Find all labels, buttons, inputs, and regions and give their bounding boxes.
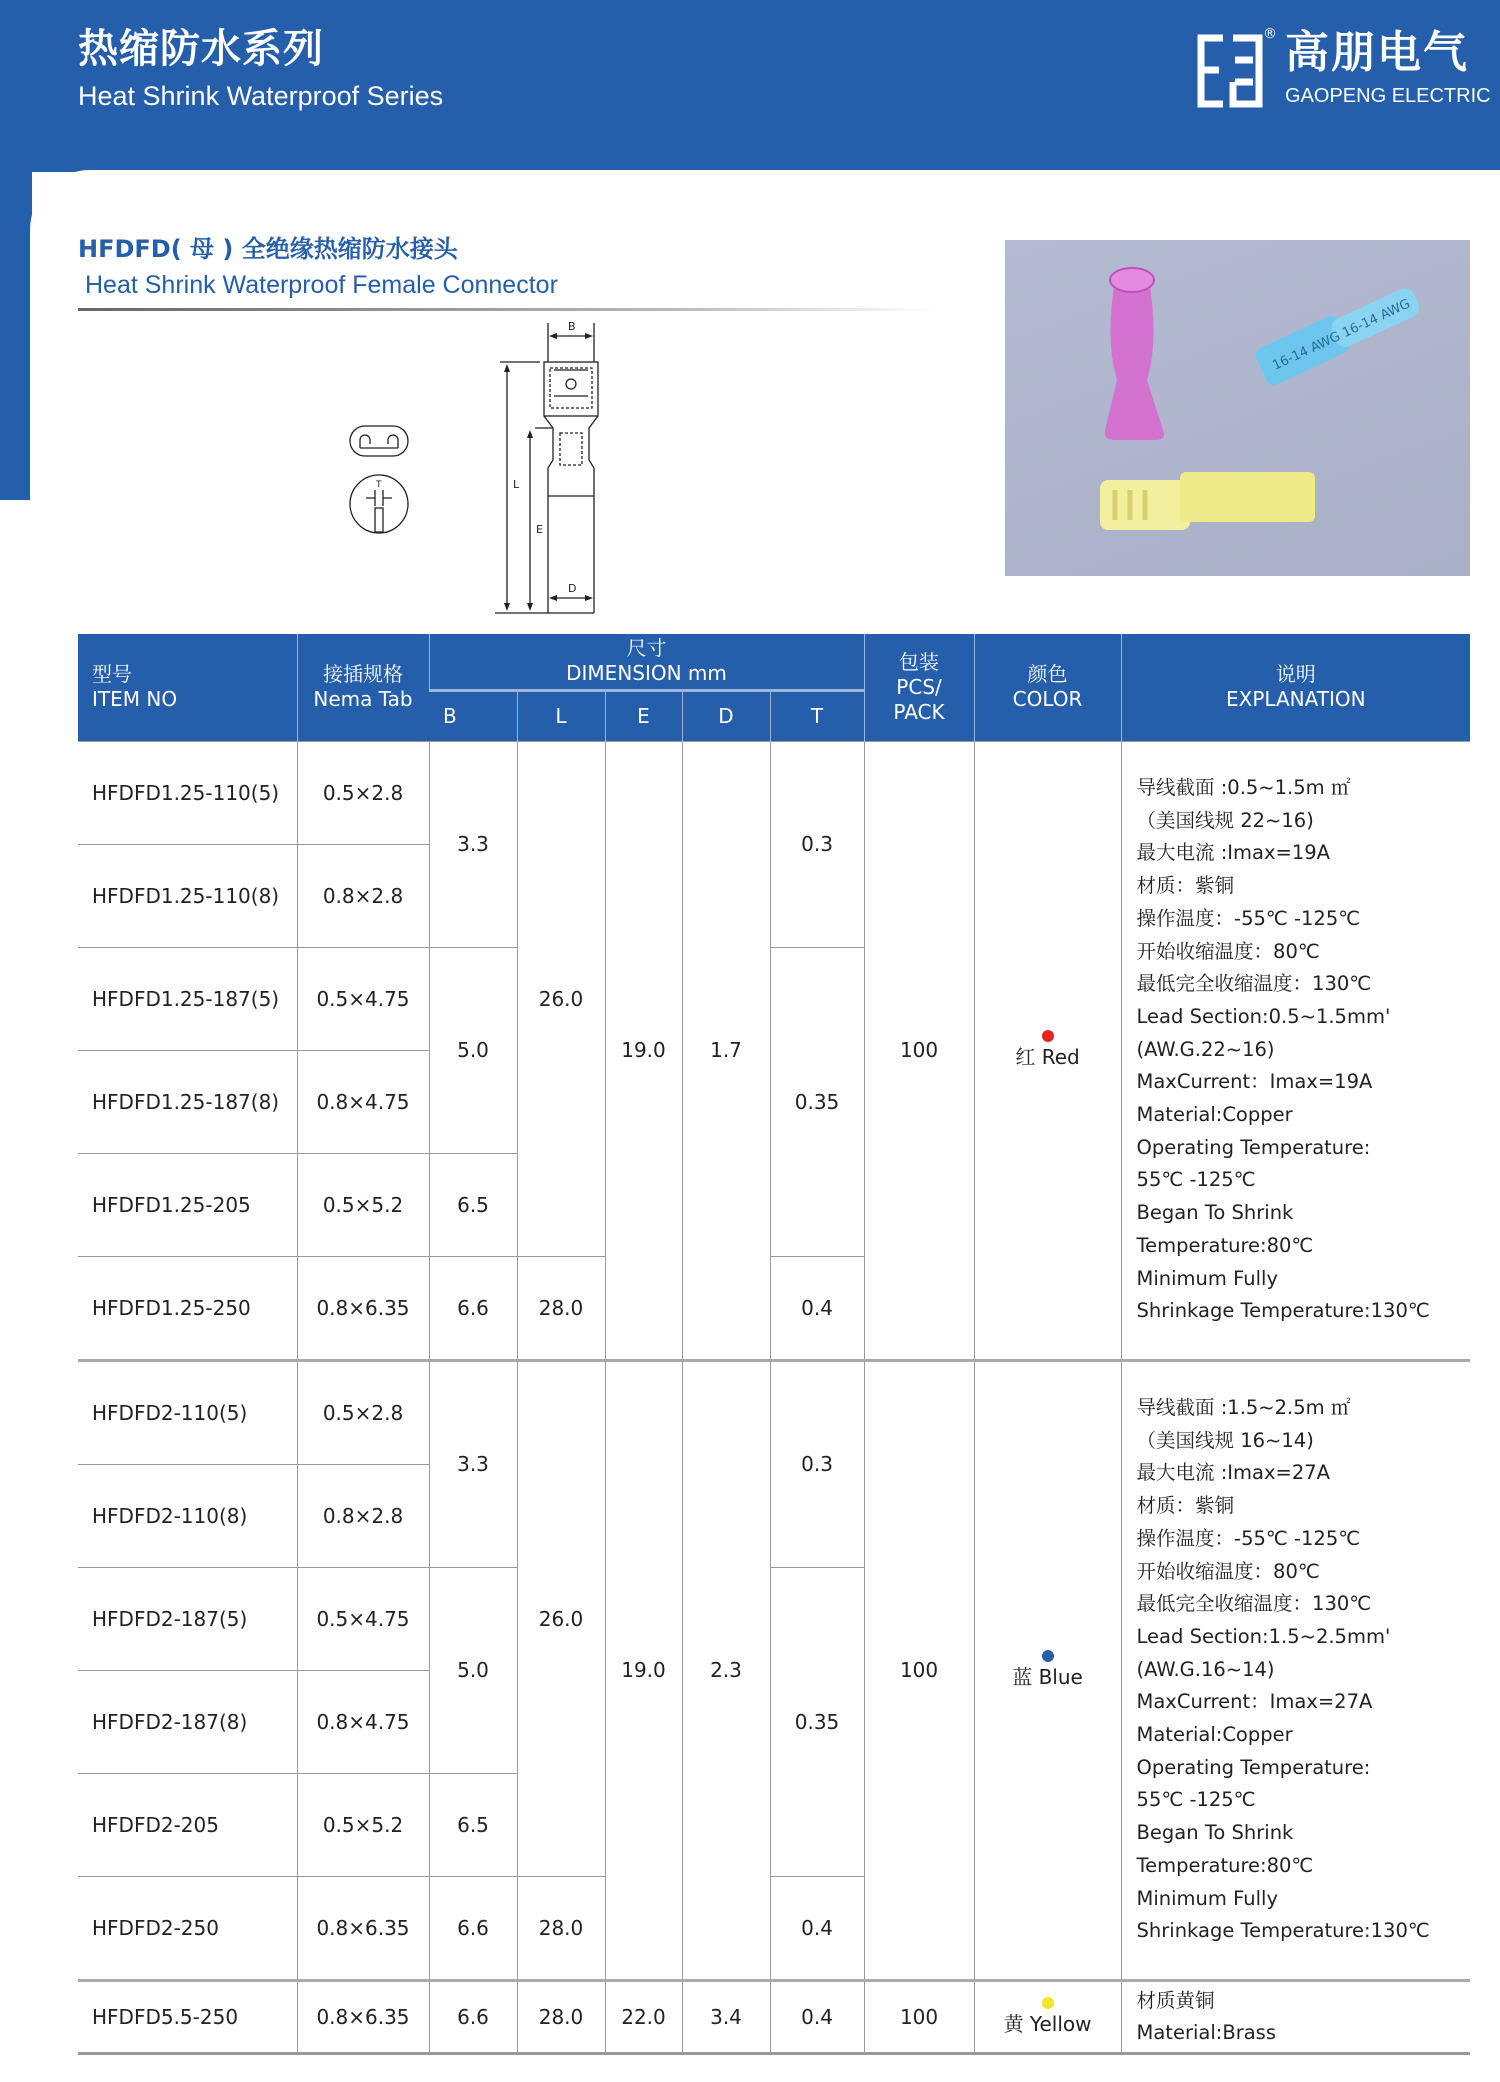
series-title-cn: 热缩防水系列 bbox=[78, 26, 324, 72]
explanation-line: Operating Temperature: bbox=[1136, 1755, 1371, 1779]
explanation-line: Minimum Fully bbox=[1136, 1266, 1278, 1290]
nema-tab: 0.5×5.2 bbox=[297, 1773, 429, 1876]
item-no: HFDFD1.25-187(5) bbox=[78, 947, 297, 1050]
dim-d: 1.7 bbox=[682, 741, 770, 1360]
header-dim-e: E bbox=[605, 690, 682, 741]
item-no: HFDFD1.25-110(5) bbox=[78, 741, 297, 844]
dim-e: 22.0 bbox=[605, 1980, 682, 2053]
explanation-line: Lead Section:1.5~2.5mm' bbox=[1136, 1624, 1391, 1648]
explanation-line: 材质：紫铜 bbox=[1136, 874, 1235, 898]
dim-label-b: B bbox=[568, 320, 576, 333]
explanation-line: Temperature:80℃ bbox=[1136, 1853, 1314, 1877]
dim-t: 0.3 bbox=[770, 1360, 864, 1567]
header-pack: 包装 PCS/ PACK bbox=[864, 634, 974, 741]
dim-b: 6.5 bbox=[429, 1153, 517, 1256]
nema-tab: 0.8×6.35 bbox=[297, 1980, 429, 2053]
item-no: HFDFD2-250 bbox=[78, 1876, 297, 1980]
registered-mark: ® bbox=[1263, 26, 1277, 42]
item-no: HFDFD1.25-110(8) bbox=[78, 844, 297, 947]
explanation-line: Lead Section:0.5~1.5mm' bbox=[1136, 1004, 1391, 1028]
dim-t: 0.4 bbox=[770, 1980, 864, 2053]
explanation-line: 材质：紫铜 bbox=[1136, 1494, 1235, 1518]
product-photo bbox=[1005, 240, 1470, 576]
nema-tab: 0.8×6.35 bbox=[297, 1876, 429, 1980]
header-dim-b: B bbox=[429, 690, 517, 741]
explanation-line: 操作温度：-55℃ -125℃ bbox=[1136, 1526, 1361, 1550]
explanation-line: 操作温度：-55℃ -125℃ bbox=[1136, 906, 1361, 930]
photo-print: 16-14 AWG 16-14 AWG bbox=[1270, 296, 1413, 374]
color-cell bbox=[974, 1360, 1121, 1980]
dim-t: 0.3 bbox=[770, 741, 864, 947]
color-cell bbox=[974, 1980, 1121, 2053]
technical-drawing bbox=[340, 318, 630, 618]
yellow-connector bbox=[1100, 472, 1315, 530]
explanation-line: Began To Shrink bbox=[1136, 1821, 1294, 1845]
dim-e: 19.0 bbox=[605, 1360, 682, 1980]
header-dim-d: D bbox=[682, 690, 770, 741]
header-dimension: 尺寸 DIMENSION mm bbox=[429, 634, 864, 690]
explanation-line: 导线截面 :1.5~2.5m ㎡ bbox=[1136, 1396, 1351, 1420]
item-no: HFDFD2-187(5) bbox=[78, 1567, 297, 1670]
explanation-line: MaxCurrent：Imax=27A bbox=[1136, 1690, 1373, 1714]
explanation-line: 55℃ -125℃ bbox=[1136, 1788, 1256, 1812]
blue-connector bbox=[1253, 280, 1424, 388]
dim-d: 2.3 bbox=[682, 1360, 770, 1980]
product-title-en: Heat Shrink Waterproof Female Connector bbox=[85, 271, 558, 299]
nema-tab: 0.5×5.2 bbox=[297, 1153, 429, 1256]
header-dim-l: L bbox=[517, 690, 605, 741]
nema-tab: 0.8×6.35 bbox=[297, 1256, 429, 1360]
explanation-cell bbox=[1121, 1360, 1470, 1980]
table-row bbox=[78, 1360, 1470, 1464]
explanation-line: 最大电流 :Imax=19A bbox=[1136, 841, 1331, 865]
color-label: 黄 Yellow bbox=[1003, 2011, 1092, 2036]
color-dot-icon bbox=[1042, 1650, 1054, 1662]
explanation-cell bbox=[1121, 741, 1470, 1360]
nema-tab: 0.5×4.75 bbox=[297, 947, 429, 1050]
explanation-line: 55℃ -125℃ bbox=[1136, 1168, 1256, 1192]
item-no: HFDFD5.5-250 bbox=[78, 1980, 297, 2053]
explanation-line: （美国线规 22~16) bbox=[1136, 808, 1314, 832]
dim-e: 19.0 bbox=[605, 741, 682, 1360]
dim-b: 6.5 bbox=[429, 1773, 517, 1876]
explanation-line: MaxCurrent：Imax=19A bbox=[1136, 1070, 1373, 1094]
dim-l: 28.0 bbox=[517, 1256, 605, 1360]
dim-b: 5.0 bbox=[429, 947, 517, 1153]
table-row bbox=[78, 1980, 1470, 2053]
color-label: 蓝 Blue bbox=[1012, 1665, 1083, 1689]
color-label: 红 Red bbox=[1015, 1045, 1080, 1069]
pack-qty: 100 bbox=[864, 1360, 974, 1980]
series-title-en: Heat Shrink Waterproof Series bbox=[78, 81, 444, 111]
dim-b: 6.6 bbox=[429, 1980, 517, 2053]
item-no: HFDFD1.25-205 bbox=[78, 1153, 297, 1256]
explanation-line: 最大电流 :Imax=27A bbox=[1136, 1461, 1331, 1485]
explanation-line: Shrinkage Temperature:130℃ bbox=[1136, 1299, 1430, 1323]
explanation-line: Temperature:80℃ bbox=[1136, 1233, 1314, 1257]
header-item-no: 型号 ITEM NO bbox=[78, 634, 297, 741]
nema-tab: 0.5×2.8 bbox=[297, 1360, 429, 1464]
explanation-line: 材质黄铜 bbox=[1136, 1988, 1215, 2012]
title-divider bbox=[78, 308, 938, 311]
nema-tab: 0.8×4.75 bbox=[297, 1050, 429, 1153]
brand-name-en: GAOPENG ELECTRIC bbox=[1285, 85, 1491, 107]
pack-qty: 100 bbox=[864, 1980, 974, 2053]
header-dim-t: T bbox=[770, 690, 864, 741]
explanation-line: 开始收缩温度：80℃ bbox=[1136, 1559, 1320, 1583]
explanation-line: (AW.G.16~14) bbox=[1136, 1657, 1275, 1681]
color-dot-icon bbox=[1042, 1997, 1054, 2009]
dim-label-d: D bbox=[568, 582, 577, 595]
side-strip bbox=[0, 170, 32, 500]
explanation-line: Began To Shrink bbox=[1136, 1201, 1294, 1225]
item-no: HFDFD2-187(8) bbox=[78, 1670, 297, 1773]
brand-name-cn: 高朋电气 bbox=[1285, 27, 1469, 78]
explanation-line: Operating Temperature: bbox=[1136, 1135, 1371, 1159]
explanation-line: （美国线规 16~14) bbox=[1136, 1428, 1314, 1452]
dim-b: 6.6 bbox=[429, 1256, 517, 1360]
pack-qty: 100 bbox=[864, 741, 974, 1360]
pink-connector bbox=[1105, 268, 1164, 440]
item-no: HFDFD2-110(8) bbox=[78, 1464, 297, 1567]
dim-label-e: E bbox=[536, 523, 543, 536]
item-no: HFDFD2-205 bbox=[78, 1773, 297, 1876]
explanation-line: Shrinkage Temperature:130℃ bbox=[1136, 1919, 1430, 1943]
explanation-line: Material:Copper bbox=[1136, 1723, 1293, 1747]
explanation-line: 最低完全收缩温度：130℃ bbox=[1136, 1592, 1372, 1616]
item-no: HFDFD1.25-187(8) bbox=[78, 1050, 297, 1153]
dim-l: 28.0 bbox=[517, 1876, 605, 1980]
explanation-cell bbox=[1121, 1980, 1470, 2053]
explanation-line: Material:Copper bbox=[1136, 1103, 1293, 1127]
explanation-line: (AW.G.22~16) bbox=[1136, 1037, 1275, 1061]
dim-label-l: L bbox=[513, 478, 520, 491]
dim-t: 0.35 bbox=[770, 1567, 864, 1876]
explanation-line: Material:Brass bbox=[1136, 2020, 1276, 2044]
dim-b: 3.3 bbox=[429, 741, 517, 947]
dim-t: 0.35 bbox=[770, 947, 864, 1256]
explanation-line: 开始收缩温度：80℃ bbox=[1136, 939, 1320, 963]
header-color: 颜色 COLOR bbox=[974, 634, 1121, 741]
dim-l: 26.0 bbox=[517, 741, 605, 1256]
color-dot-icon bbox=[1042, 1030, 1054, 1042]
dim-b: 5.0 bbox=[429, 1567, 517, 1773]
explanation-line: 最低完全收缩温度：130℃ bbox=[1136, 972, 1372, 996]
spec-table bbox=[78, 634, 1470, 2055]
nema-tab: 0.8×2.8 bbox=[297, 1464, 429, 1567]
nema-tab: 0.8×4.75 bbox=[297, 1670, 429, 1773]
nema-tab: 0.8×2.8 bbox=[297, 844, 429, 947]
explanation-line: Minimum Fully bbox=[1136, 1886, 1278, 1910]
brand-logo-icon bbox=[1195, 32, 1265, 110]
nema-tab: 0.5×4.75 bbox=[297, 1567, 429, 1670]
table-row bbox=[78, 741, 1470, 844]
dim-t: 0.4 bbox=[770, 1256, 864, 1360]
dim-l: 28.0 bbox=[517, 1980, 605, 2053]
product-title-cn: HFDFD( 母 ) 全绝缘热缩防水接头 bbox=[78, 235, 458, 263]
header-explanation: 说明 EXPLANATION bbox=[1121, 634, 1470, 741]
item-no: HFDFD2-110(5) bbox=[78, 1360, 297, 1464]
dim-b: 6.6 bbox=[429, 1876, 517, 1980]
nema-tab: 0.5×2.8 bbox=[297, 741, 429, 844]
dim-b: 3.3 bbox=[429, 1360, 517, 1567]
dim-l: 26.0 bbox=[517, 1360, 605, 1876]
item-no: HFDFD1.25-250 bbox=[78, 1256, 297, 1360]
dim-t: 0.4 bbox=[770, 1876, 864, 1980]
dim-d: 3.4 bbox=[682, 1980, 770, 2053]
explanation-line: 导线截面 :0.5~1.5m ㎡ bbox=[1136, 776, 1351, 800]
color-cell bbox=[974, 741, 1121, 1360]
dim-label-t: T bbox=[376, 480, 382, 490]
header-nema-tab: 接插规格 Nema Tab bbox=[297, 634, 429, 741]
